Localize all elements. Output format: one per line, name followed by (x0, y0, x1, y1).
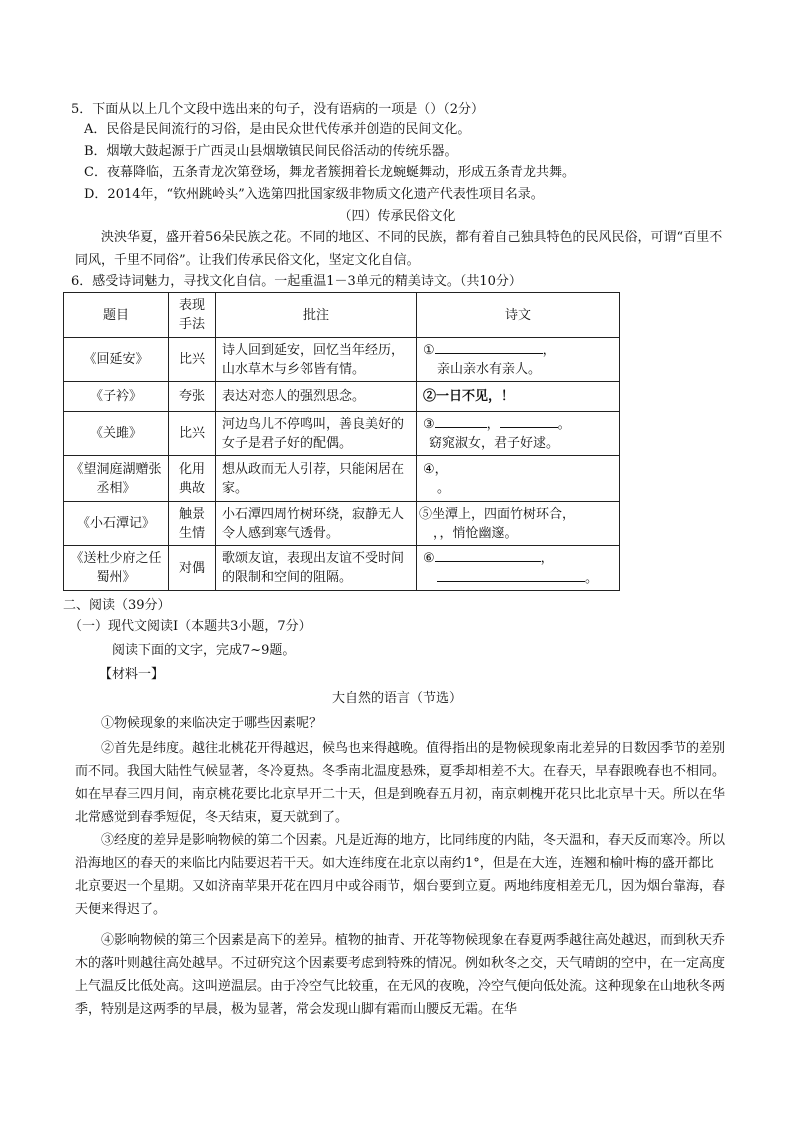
section-4-title: （四）传承民俗文化 (338, 209, 456, 224)
poem-line-1: ⑤坐潭上，四面竹树环合， (419, 506, 576, 522)
answer-blank[interactable] (435, 548, 541, 562)
paragraph-1: ①物候现象的来临决定于哪些因素呢？ (101, 716, 323, 731)
reading-instruction: 阅读下面的文字，完成7~9题。 (112, 643, 296, 658)
answer-blank[interactable] (435, 340, 543, 354)
poem-line-1: ③ (423, 417, 435, 432)
table-row (64, 382, 620, 412)
row-poem (417, 502, 620, 546)
part-2-heading: 二、阅读（39分） (63, 598, 171, 613)
poem-line-2: ，，悄怆幽邃。 (433, 525, 518, 541)
poem-punct: ， (486, 417, 500, 432)
table-row (64, 338, 620, 382)
part-2-subheading: （一）现代文阅读Ⅰ（本题共3小题，7分） (69, 619, 312, 634)
row-note: 诗人回到延安，回忆当年经历，山水草木与乡邻皆有情。 (216, 338, 417, 382)
row-poem (417, 338, 620, 382)
row-poem (417, 456, 620, 502)
paragraph-3: ③经度的差异是影响物候的第二个因素。凡是近海的地方，比同纬度的内陆，冬天温和，春天反而寒冷。所以沿海地区的春天的来临比内陆要迟若干天。如大连纬度在北京以南约1°，但是在大连，连翘和榆叶梅的盛开都比北京要迟一个星期。又如济南苹果开花在四月中或谷雨节，烟台要到立夏。两地纬度相差无几，因为烟台靠海，春天便来得迟了。 (75, 833, 726, 917)
row-note: 表达对恋人的强烈思念。 (216, 382, 417, 412)
row-poem (417, 412, 620, 456)
row-note: 小石潭四周竹树环绕，寂静无人令人感到寒气透骨。 (216, 502, 417, 546)
row-title: 《小石潭记》 (64, 502, 169, 546)
question-5-option-a: A．民俗是民间流行的习俗，是由民众世代传承并创造的民间文化。 (84, 122, 471, 137)
row-poem (417, 546, 620, 591)
table-row (64, 546, 620, 591)
header-poem: 诗文 (417, 293, 620, 338)
poem-line-2: 。 (437, 480, 451, 496)
row-technique: 夸张 (169, 382, 216, 412)
row-poem (417, 382, 620, 412)
row-technique: 比兴 (169, 338, 216, 382)
row-technique: 比兴 (169, 412, 216, 456)
answer-blank[interactable] (500, 414, 558, 428)
table-row (64, 456, 620, 502)
poem-line-2: 亲山亲水有亲人。 (437, 362, 542, 377)
row-title: 《子衿》 (64, 382, 169, 412)
table-row (64, 502, 620, 546)
paragraph-4: ④影响物候的第三个因素是高下的差异。植物的抽青、开花等物候现象在春夏两季越往高处越迟，而到秋天乔木的落叶则越往高处越早。不过研究这个因素要考虑到特殊的情况。例如秋冬之交，天气晴朗的空中，在一定高度上气温反比低处高。这叫逆温层。由于冷空气比较重，在无风的夜晚，冷空气便向低处流。这种现象在山地秋冬两季，特别是这两季的早晨，极为显著，常会发现山脚有霜而山腰反无霜。在华 (75, 933, 726, 1017)
question-5-option-c: C．夜幕降临，五条青龙次第登场，舞龙者簇拥着长龙蜿蜒舞动，形成五条青龙共舞。 (84, 165, 575, 180)
table-row (64, 412, 620, 456)
row-title: 《回延安》 (64, 338, 169, 382)
poem-line-1: ① (423, 343, 435, 358)
header-note: 批注 (216, 293, 417, 338)
row-technique: 对偶 (169, 546, 216, 591)
header-technique: 表现手法 (169, 293, 216, 338)
row-note: 河边鸟儿不停鸣叫，善良美好的女子是君子好的配偶。 (216, 412, 417, 456)
poem-punct: 。 (557, 417, 571, 432)
row-note: 歌颂友谊，表现出友谊不受时间的限制和空间的阻隔。 (216, 546, 417, 591)
question-6-stem: 6．感受诗词魅力，寻找文化自信。一起重温1－3单元的精美诗文。（共10分） (71, 274, 522, 289)
answer-blank[interactable] (435, 414, 487, 428)
poetry-table (63, 292, 620, 591)
row-technique: 化用典故 (169, 456, 216, 502)
row-title: 《望洞庭湖赠张丞相》 (64, 456, 169, 502)
table-header-row (64, 293, 620, 338)
poem-line-2: 窈窕淑女，君子好逑。 (429, 436, 560, 451)
question-5-option-d: D．2014年，“钦州跳岭头”入选第四批国家级非物质文化遗产代表性项目名录。 (84, 187, 544, 202)
poem-line-2: 。 (585, 571, 599, 586)
article-title: 大自然的语言（节选） (331, 691, 462, 706)
header-title: 题目 (64, 293, 169, 338)
row-technique: 触景生情 (169, 502, 216, 546)
section-4-intro: 泱泱华夏，盛开着56朵民族之花。不同的地区、不同的民族，都有着自己独具特色的民风民俗，可谓“百里不同风，千里不同俗”。让我们传承民俗文化，坚定文化自信。 (75, 230, 723, 268)
material-label: 【材料一】 (99, 667, 165, 682)
row-title: 《送杜少府之任蜀州》 (64, 546, 169, 591)
row-note: 想从政而无人引荐，只能闲居在家。 (216, 456, 417, 502)
poem-line-1: ②一日不见，！ (423, 389, 515, 404)
poem-line-1: ⑥ (423, 551, 435, 566)
question-5-option-b: B．烟墩大鼓起源于广西灵山县烟墩镇民间民俗活动的传统乐器。 (84, 144, 458, 159)
poem-line-1: ④， (423, 461, 448, 477)
poem-punct: ， (540, 551, 554, 566)
answer-blank[interactable] (437, 568, 585, 582)
paragraph-2: ②首先是纬度。越往北桃花开得越迟，候鸟也来得越晚。值得指出的是物候现象南北差异的日数因季节的差别而不同。我国大陆性气候显著，冬冷夏热。冬季南北温度悬殊，夏季却相差不大。在春天，早春跟晚春也不相同。如在早春三四月间，南京桃花要比北京早开二十天，但是到晚春五月初，南京刺槐开花只比北京早十天。所以在华北常感觉到春季短促，冬天结束，夏天就到了。 (75, 741, 726, 825)
poem-punct: ， (542, 343, 556, 358)
question-5-stem: 5．下面从以上几个文段中选出来的句子，没有语病的一项是（）（2分） (71, 102, 485, 117)
row-title: 《关雎》 (64, 412, 169, 456)
